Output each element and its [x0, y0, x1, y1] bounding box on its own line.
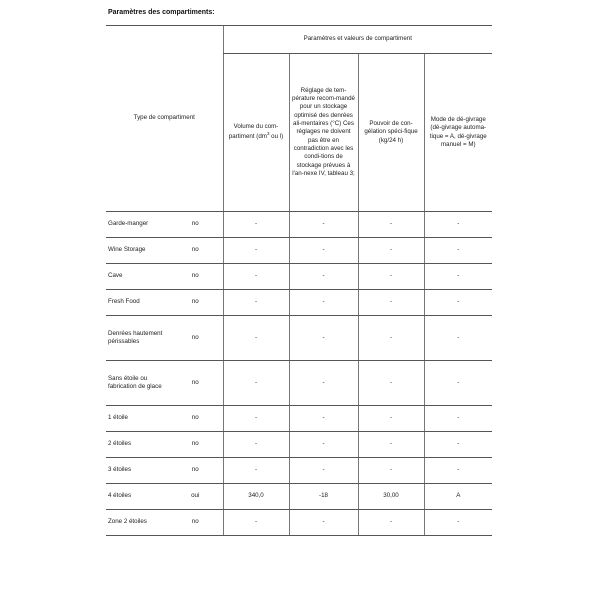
- compartment-volume: -: [223, 264, 289, 290]
- compartment-name: Wine Storage: [106, 238, 168, 264]
- volume-header-prefix: Volume du com-partiment (dm: [228, 123, 279, 141]
- compartment-volume: -: [223, 238, 289, 264]
- table-row: [106, 432, 492, 458]
- compartment-present: no: [168, 290, 223, 316]
- col-header-volume: [223, 54, 289, 212]
- compartment-freeze: -: [358, 406, 424, 432]
- table-body: [106, 212, 492, 536]
- compartment-freeze: -: [358, 316, 424, 361]
- compartment-name: 2 étoiles: [106, 432, 168, 458]
- compartment-freeze: -: [358, 212, 424, 238]
- compartment-freeze: -: [358, 510, 424, 536]
- compartment-temp: -: [289, 316, 358, 361]
- compartment-defrost: -: [424, 290, 492, 316]
- compartment-freeze: -: [358, 458, 424, 484]
- compartment-temp: -: [289, 458, 358, 484]
- volume-header-sup: 3: [266, 131, 270, 137]
- compartment-volume: 340,0: [223, 484, 289, 510]
- compartment-defrost: -: [424, 361, 492, 406]
- col-header-freeze: [358, 54, 424, 212]
- table-row: [106, 406, 492, 432]
- compartment-temp: -18: [289, 484, 358, 510]
- table-row: [106, 361, 492, 406]
- compartment-volume: -: [223, 316, 289, 361]
- compartment-defrost: -: [424, 432, 492, 458]
- compartment-present: no: [168, 406, 223, 432]
- compartment-volume: -: [223, 432, 289, 458]
- volume-header-suffix: ou l): [269, 133, 284, 141]
- compartment-name: Sans étoile ou fabrication de glace: [106, 361, 168, 406]
- compartment-freeze: -: [358, 290, 424, 316]
- compartment-volume: -: [223, 290, 289, 316]
- compartment-freeze: -: [358, 432, 424, 458]
- compartment-freeze: -: [358, 238, 424, 264]
- compartment-present: no: [168, 212, 223, 238]
- compartment-table: [106, 25, 492, 536]
- group-header: [223, 26, 492, 54]
- compartment-present: no: [168, 361, 223, 406]
- compartment-present: oui: [168, 484, 223, 510]
- table-row: [106, 264, 492, 290]
- compartment-volume: -: [223, 510, 289, 536]
- compartment-defrost: -: [424, 264, 492, 290]
- compartment-name: Fresh Food: [106, 290, 168, 316]
- compartment-temp: -: [289, 406, 358, 432]
- table-row: [106, 212, 492, 238]
- compartment-name: Garde-manger: [106, 212, 168, 238]
- compartment-name: 3 étoiles: [106, 458, 168, 484]
- compartment-name: 1 étoile: [106, 406, 168, 432]
- type-header: [106, 26, 223, 212]
- compartment-defrost: -: [424, 510, 492, 536]
- freeze-header-label: Pouvoir de con-gélation spéci-fique (kg/24 h): [364, 119, 418, 144]
- compartment-volume: -: [223, 458, 289, 484]
- compartment-name: Zone 2 étoiles: [106, 510, 168, 536]
- compartment-temp: -: [289, 361, 358, 406]
- compartment-freeze: 30,00: [358, 484, 424, 510]
- col-header-defrost: [424, 54, 492, 212]
- compartment-temp: -: [289, 264, 358, 290]
- compartment-temp: -: [289, 290, 358, 316]
- compartment-defrost: -: [424, 458, 492, 484]
- section-title: Paramètres des compartiments:: [108, 9, 215, 16]
- compartment-temp: -: [289, 432, 358, 458]
- compartment-defrost: -: [424, 406, 492, 432]
- compartment-defrost: A: [424, 484, 492, 510]
- compartment-present: no: [168, 432, 223, 458]
- compartment-present: no: [168, 510, 223, 536]
- compartment-temp: -: [289, 212, 358, 238]
- compartment-defrost: -: [424, 316, 492, 361]
- table-row: [106, 484, 492, 510]
- compartment-name: Denrées hautement périssables: [106, 316, 168, 361]
- defrost-header-label: Mode de dé-givrage (dé-givrage automa-tique = A, dé-givrage manuel = M): [429, 115, 487, 148]
- temp-header-label: Réglage de tem-pérature recom-mandé pour un stockage optimisé des denrées ali-mentaires (°C) Ces réglages ne doivent pas être en contradiction avec les condi-tions de stockage prévues à l'an-nexe IV, tableau 3;: [292, 86, 355, 178]
- table-row: [106, 316, 492, 361]
- table-row: [106, 290, 492, 316]
- compartment-present: no: [168, 458, 223, 484]
- table-row: [106, 458, 492, 484]
- compartment-name: 4 étoiles: [106, 484, 168, 510]
- table-row: [106, 510, 492, 536]
- compartment-name: Cave: [106, 264, 168, 290]
- compartment-present: no: [168, 316, 223, 361]
- table-super-header-row: [106, 26, 492, 54]
- compartment-present: no: [168, 238, 223, 264]
- compartment-defrost: -: [424, 238, 492, 264]
- compartment-temp: -: [289, 238, 358, 264]
- compartment-volume: -: [223, 361, 289, 406]
- type-header-label: Type de compartiment: [133, 114, 195, 122]
- compartment-volume: -: [223, 212, 289, 238]
- compartment-present: no: [168, 264, 223, 290]
- compartment-defrost: -: [424, 212, 492, 238]
- compartment-freeze: -: [358, 264, 424, 290]
- compartment-temp: -: [289, 510, 358, 536]
- compartment-volume: -: [223, 406, 289, 432]
- group-header-label: Paramètres et valeurs de compartiment: [303, 35, 412, 43]
- col-header-temp: [289, 54, 358, 212]
- table-row: [106, 238, 492, 264]
- compartment-freeze: -: [358, 361, 424, 406]
